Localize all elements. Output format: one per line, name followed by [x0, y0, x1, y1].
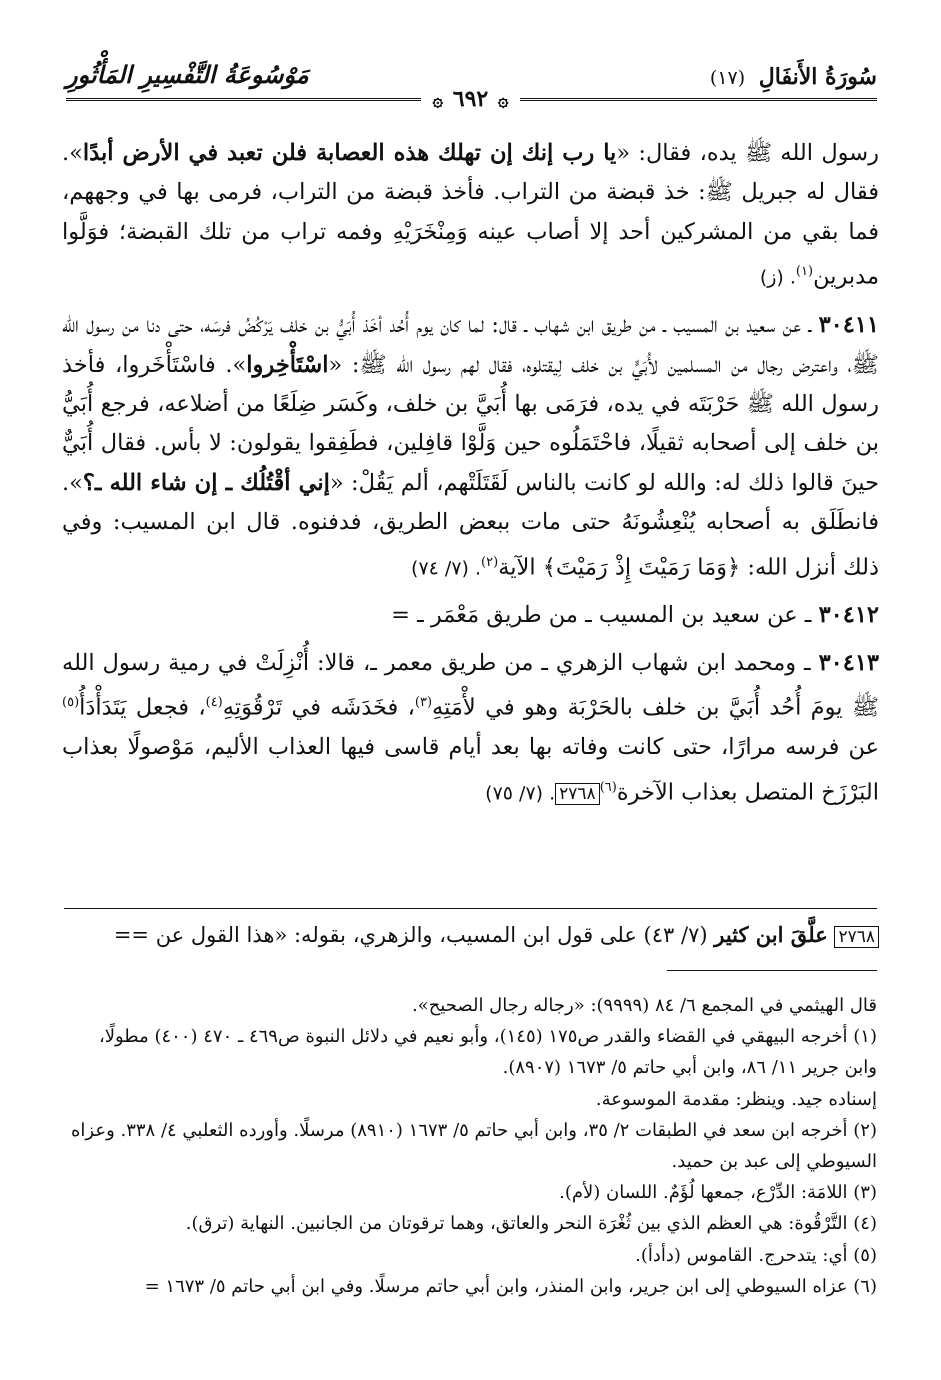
main-text	[62, 134, 879, 823]
commentary-text: (٧/ ٤٣) على قول ابن المسيب، والزهري، بقوله: «هذا القول عن ==	[113, 923, 715, 947]
commentary-separator	[64, 908, 877, 909]
surah-name: سُورَةُ الأَنفَالِ	[758, 64, 877, 90]
paragraph-2	[62, 306, 879, 588]
footnote-line: (٥) أي: يتدحرج. القاموس (دأدأ).	[635, 1244, 877, 1266]
footnote-ref-2: (٢)	[481, 554, 499, 570]
paragraph-4	[62, 644, 879, 815]
ornament-right-icon: ۞	[497, 90, 509, 111]
footnote-line: (٢) أخرجه ابن سعد في الطبقات ٢/ ٣٥، وابن أبي حاتم ٥/ ١٦٧٣ (٨٩١٠) مرسلًا. وأورده الثعلبي ٤/ ٣٣٨. وعزاه السيوطي إلى عبد بن حميد.	[70, 1119, 877, 1173]
page-number-wrap	[0, 86, 941, 112]
footnotes	[64, 990, 877, 1302]
commentary-ref-box: ٢٧٦٨	[555, 783, 600, 805]
p4-text-a: ـ ومحمد ابن شهاب الزهري ـ من طريق معمر ـ، قالا: أُنْزِلَتْ في رمية رسول الله ﷺ يومَ أُحُد أُبَيَّ بن خلف بالحَرْبَة وهو في لأْمَتِهِ	[62, 649, 880, 721]
p4-text-d: عن فرسه مرارًا، حتى كانت وفاته بها بعد أيام قاسى فيها العذاب الأليم، مَوْصولًا بعذاب البَرْزَخ المتصل بعذاب الآخرة	[62, 734, 879, 806]
ornament-left-icon: ۞	[432, 90, 444, 111]
p2-text-a: ـ عن سعيد بن المسيب ـ من طريق ابن شهاب ـ قال: لما كان يوم أُحُد أخَذ أُبَيُّ بن خلف يَرْكُضُ فرسَه، حتى دنا من رسول الله ﷺ، واعترض رجال من المسلمين لأُبَيٍّ بن خلف لِيقتلوه، فقال لهم رسول الله ﷺ: «	[62, 312, 879, 378]
narration-number: ٣٠٤١٣	[818, 649, 879, 676]
p4-text-c: ، فجعل يَتَدَأْدَأُ	[79, 694, 206, 721]
p2-text-e: ». فانطَلَق به أصحابه يُنْعِشُونَهُ حتى مات ببعض الطريق، فدفنوه. قال ابن المسيب: وفي ذلك أنزل الله: ﴿وَمَا رَمَيْتَ إِذْ رَمَيْتَ﴾ الآية	[62, 469, 879, 581]
footnote-ref-3: (٣)	[414, 695, 433, 711]
commentary-note	[62, 918, 879, 954]
footnote-line: (١) أخرجه البيهقي في القضاء والقدر ص١٧٥ (١٤٥)، وأبو نعيم في دلائل النبوة ص٤٦٩ ـ ٤٧٠ (٤٠٠) مطولًا، وابن جرير ١١/ ٨٦، وابن أبي حاتم ٥/ ١٦٧٣ (٨٩٠٧).	[98, 1026, 877, 1079]
footnote-line: (٦) عزاه السيوطي إلى ابن جرير، وابن المنذر، وابن أبي حاتم مرسلًا. وفي ابن أبي حاتم ٥/ ١٦٧٣ =	[144, 1275, 877, 1297]
footnote-ref-6: (٦)	[599, 779, 617, 795]
footnote-ref-4: (٤)	[205, 695, 223, 711]
paragraph-1	[62, 134, 879, 298]
p2-text-c: ». فاسْتَأْخَروا، فأخذ رسول الله ﷺ حَرْبَتَه في يده، فرَمَى بها أُبَيَّ بن خلف، وكَسَر ضِلَعًا من أضلاعه، فرجع أُبَيُّ بن خلف إلى أصحابه ثقيلًا، فاحْتَمَلُوه حين وَلَّوْا قافِلين، فطَفِقوا يقولون: لا بأس. فقال أُبَيٌّ حينَ قالوا ذلك له: والله لو كانت بالناس لَقَتَلَتْهم، ألم يَقُلْ: «	[62, 351, 880, 496]
narration-number: ٣٠٤١٢	[818, 602, 879, 629]
p1-source-ref: . (ز)	[759, 266, 796, 289]
p4-text-b: ، فخَدَشَه في تَرْقُوَتِهِ	[222, 694, 415, 721]
footnote-ref-1: (١)	[795, 264, 814, 280]
p2-source-ref: . (٧/ ٧٤)	[411, 557, 482, 580]
p4-source-ref: . (٧/ ٧٥)	[485, 782, 556, 805]
narration-number: ٣٠٤١١	[818, 312, 879, 339]
p2-quote-2: إني أقْتُلُك ـ إن شاء الله ـ؟	[82, 469, 330, 496]
commentary-author: علَّقَ ابن كثير	[714, 922, 828, 947]
p3-text: ـ عن سعيد بن المسيب ـ من طريق مَعْمَر ـ =	[391, 602, 819, 629]
footnote-line: (٣) اللامَة: الدِّرْع، جمعها لُؤَمٌ. اللسان (لأم).	[559, 1182, 877, 1204]
book-title: مَوْسُوعَةُ التَّفْسِيرِ المَأْثُورِ	[66, 60, 309, 89]
p1-text-c: ». فقال له جبريل ﷺ: خذ قبضة من التراب. فأخذ قبضة من التراب، فرمى بها في وجههم، فما بقي من المشركين أحد إلا أصاب عينه وَمِنْخَرَيْهِ وفمه تراب من تلك القبضة؛ فوَلَّوا مدبرين	[62, 140, 879, 290]
p1-hadith-quote: يا رب إنك إن تهلك هذه العصابة فلن تعبد في الأرض أبدًا	[82, 140, 617, 166]
commentary-number-box: ٢٧٦٨	[834, 926, 879, 948]
page-number-block	[421, 86, 521, 112]
p1-text-a: رسول الله ﷺ يده، فقال: «	[616, 140, 880, 166]
footnote-separator	[667, 970, 877, 971]
footnote-line: (٤) التَّرْقُوة: هي العظم الذي بين ثُغْرَة النحر والعاتق، وهما ترقوتان من الجانبين. النهاية (ترق).	[185, 1213, 877, 1235]
page-number: ٦٩٢	[452, 86, 489, 112]
footnote-line: قال الهيثمي في المجمع ٦/ ٨٤ (٩٩٩٩): «رجاله رجال الصحيح».	[411, 995, 877, 1016]
footnote-line: إسناده جيد. وينظر: مقدمة الموسوعة.	[595, 1088, 877, 1110]
paragraph-3	[62, 596, 879, 635]
p2-quote-1: اسْتَأْخِروا	[246, 351, 329, 378]
footnote-ref-5: (٥)	[62, 695, 80, 711]
surah-number: (١٧)	[709, 67, 746, 89]
